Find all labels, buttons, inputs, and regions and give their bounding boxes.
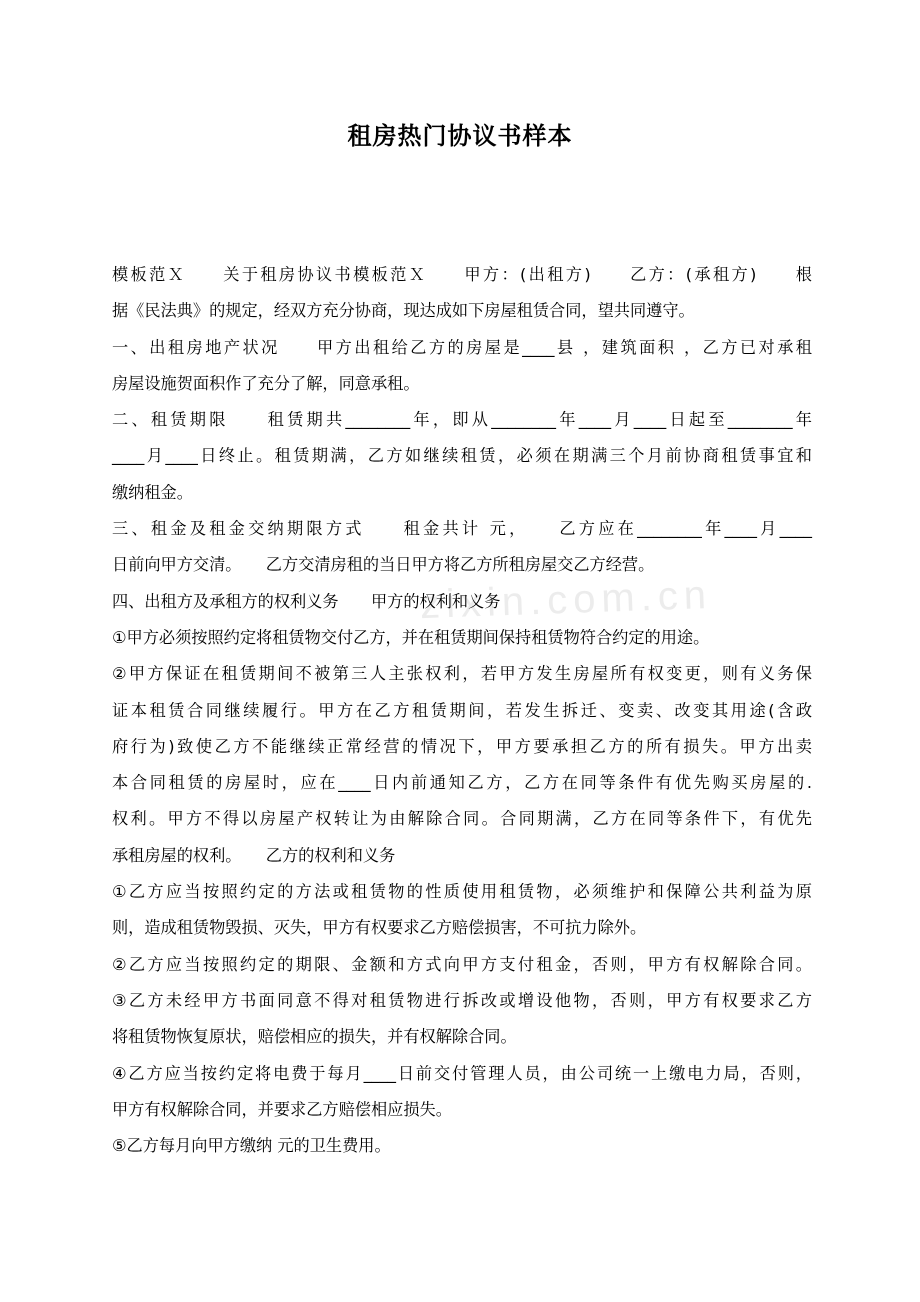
text-line: 本合同租赁的房屋时，应在____日内前通知乙方，乙方在同等条件有优先购买房屋的. xyxy=(112,773,812,793)
text-line: 缴纳租金。 xyxy=(112,482,193,502)
text-line: ①乙方应当按照约定的方法或租赁物的性质使用租赁物，必须维护和保障公共利益为原 xyxy=(112,882,812,902)
text-line: 一、出租房地产状况 甲方出租给乙方的房屋是____县 ，建筑面积 ，乙方已对承租 xyxy=(112,337,812,357)
text-line: 甲方有权解除合同，并要求乙方赔偿相应损失。 xyxy=(112,1099,452,1119)
text-line: ④乙方应当按约定将电费于每月____日前交付管理人员，由公司统一上缴电力局，否则， xyxy=(112,1063,812,1083)
text-line: ②甲方保证在租赁期间不被第三人主张权利，若甲方发生房屋所有权变更，则有义务保 xyxy=(112,664,812,684)
text-line: ②乙方应当按照约定的期限、金额和方式向甲方支付租金，否则，甲方有权解除合同。 xyxy=(112,954,812,974)
text-line: 将租赁物恢复原状，赔偿相应的损失，并有权解除合同。 xyxy=(112,1027,517,1047)
document-title: 租房热门协议书样本 xyxy=(347,122,573,150)
document-body xyxy=(112,257,812,1164)
text-line: 模板范Ｘ 关于租房协议书模板范Ｘ 甲方：(出租方) 乙方：(承租方) 根 xyxy=(112,265,812,284)
text-line: ③乙方未经甲方书面同意不得对租赁物进行拆改或增设他物，否则，甲方有权要求乙方 xyxy=(112,990,812,1010)
text-line: 日前向甲方交清。 乙方交清房租的当日甲方将乙方所租房屋交乙方经营。 xyxy=(112,555,655,575)
text-line: ⑤乙方每月向甲方缴纳 元的卫生费用。 xyxy=(112,1136,391,1156)
text-line: 据《民法典》的规定，经双方充分协商，现达成如下房屋租赁合同，望共同遵守。 xyxy=(112,301,695,321)
text-line: 三、租金及租金交纳期限方式 租金共计 元， 乙方应在________年____月____ xyxy=(112,519,812,539)
text-line: 权利。甲方不得以房屋产权转让为由解除合同。合同期满，乙方在同等条件下，有优先 xyxy=(112,809,812,829)
text-line: 四、出租方及承租方的权利义务 甲方的权利和义务 xyxy=(112,591,501,611)
watermark: zixin.com.cn xyxy=(419,572,713,628)
text-line: 府行为)致使乙方不能继续正常经营的情况下，甲方要承担乙方的所有损失。甲方出卖 xyxy=(112,736,812,756)
text-line: ①甲方必须按照约定将租赁物交付乙方，并在租赁期间保持租赁物符合约定的用途。 xyxy=(112,627,710,647)
text-line: 二、租赁期限 租赁期共________年，即从________年____月____日起至________年 xyxy=(112,410,812,430)
text-line: 房屋设施贺面积作了充分了解，同意承租。 xyxy=(112,373,420,393)
text-line: 证本租赁合同继续履行。甲方在乙方租赁期间，若发生拆迁、变卖、改变其用途(含政 xyxy=(112,700,813,720)
text-line: 则，造成租赁物毁损、灭失，甲方有权要求乙方赔偿损害，不可抗力除外。 xyxy=(112,918,647,938)
text-line: ____月____日终止。租赁期满，乙方如继续租赁，必须在期满三个月前协商租赁事宜和 xyxy=(112,446,812,466)
text-line: 承租房屋的权利。 乙方的权利和义务 xyxy=(112,845,396,865)
